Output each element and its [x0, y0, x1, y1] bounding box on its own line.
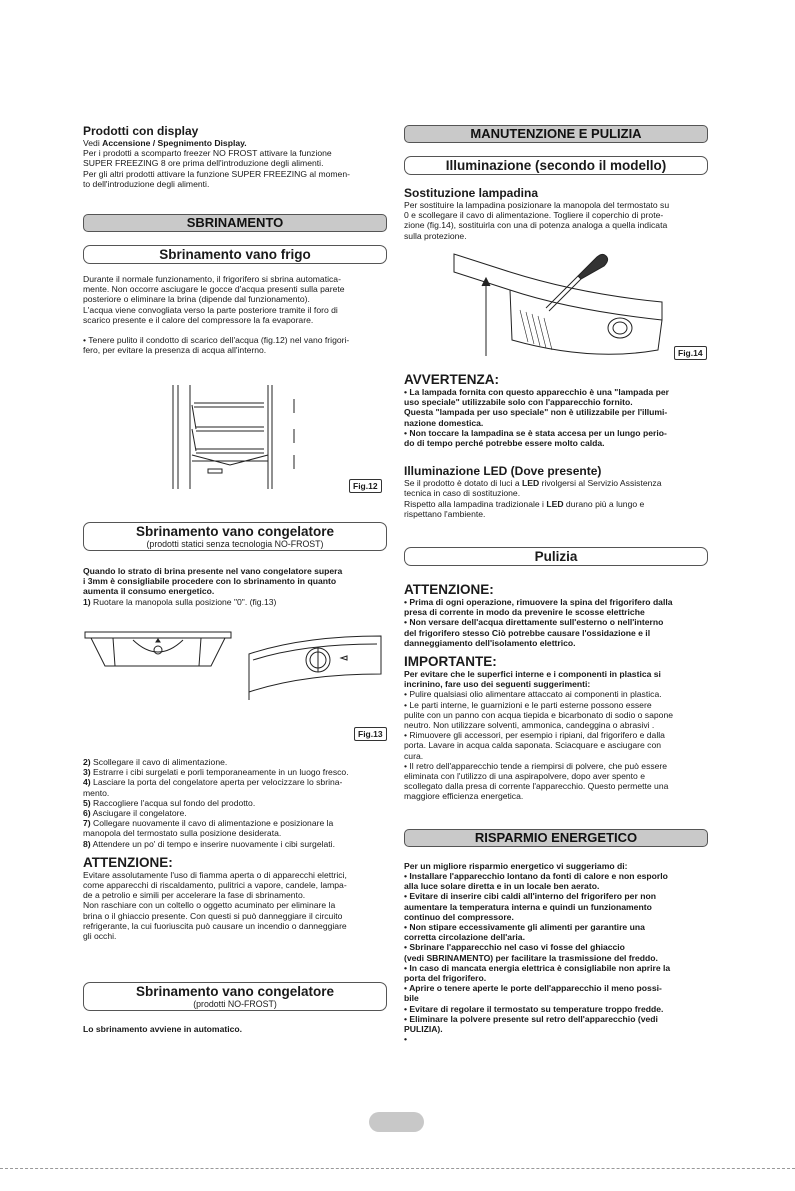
display-products-text	[83, 138, 387, 189]
text-line: Questa "lampada per uso speciale" non è utilizzabile per l'illumi-	[404, 407, 668, 418]
bottom-cut-line	[0, 1168, 795, 1169]
text-line: Non raschiare con un coltello o oggetto acuminato per eliminare la	[83, 900, 336, 911]
display-products-title: Prodotti con display	[83, 124, 199, 138]
led-lighting-title: Illuminazione LED (Dove presente)	[404, 464, 602, 479]
text-line: posteriore o eliminare la brina (dipende dal funzionamento).	[83, 294, 310, 305]
text-line: i 3mm è consigliabile procedere con lo sbrinamento in quanto	[83, 576, 337, 587]
lighting-heading	[404, 156, 708, 175]
warning-text	[404, 387, 708, 448]
defrost-section-bar: SBRINAMENTO	[83, 214, 387, 232]
fridge-defrost-paragraph	[83, 274, 387, 325]
text-line: • Non toccare la lampadina se è stata accesa per un lungo perio-	[404, 427, 667, 438]
text-line: Per gli altri prodotti attivare la funzione SUPER FREEZING al momen-	[83, 168, 350, 179]
defrost-steps-block	[83, 757, 387, 1034]
text-line: • Il retro dell'apparecchio tende a riempirsi di polvere, che può essere	[404, 760, 668, 771]
text-line: • Evitare di inserire cibi caldi all'interno del frigorifero per non	[404, 891, 656, 902]
left-column	[83, 125, 387, 355]
cleaning-heading	[404, 547, 708, 566]
text-line: • Le parti interne, le guarnizioni e le parti esterne possono essere	[404, 699, 652, 710]
text-line: 6) Asciugare il congelatore.	[83, 808, 187, 819]
text-line: • Tenere pulito il condotto di scarico dell'acqua (fig.12) nel vano frigori-	[83, 335, 350, 346]
text-line: 8) Attendere un po' di tempo e inserire nuovamente i cibi surgelati.	[83, 838, 335, 849]
freezer-defrost-subheading: (prodotti statici senza tecnologia NO-FROST)	[146, 539, 324, 549]
right-column	[404, 125, 708, 241]
text-line: incrinino, fare uso dei seguenti suggerimenti:	[404, 679, 591, 690]
text-line: presa di corrente in modo da prevenire le scosse elettriche	[404, 607, 645, 618]
text-line: • Prima di ogni operazione, rimuovere la spina del frigorifero dalla	[404, 597, 673, 608]
defrost-steps	[83, 757, 387, 849]
text-line: mente. Non occorre asciugare le gocce d'acqua presenti sulla parete	[83, 284, 345, 295]
text-line: • Aprire o tenere aperte le porte dell'apparecchio il meno possi-	[404, 983, 662, 994]
nofrost-defrost-heading	[83, 982, 387, 1011]
text-line: 5) Raccogliere l'acqua sul fondo del prodotto.	[83, 797, 256, 808]
text-line: porta. Lavare in acqua calda saponata. Sciacquare e asciugare con	[404, 740, 662, 751]
text-line: de a petrolio e simili per accelerare la fase di sbrinamento.	[83, 890, 306, 901]
text-line: Quando lo strato di brina presente nel vano congelatore supera	[83, 566, 343, 576]
text-line: rispettano l'ambiente.	[404, 508, 486, 519]
text-line: PULIZIA).	[404, 1023, 443, 1034]
text-line: Durante il normale funzionamento, il frigorifero si sbrina automatica-	[83, 274, 341, 285]
text-line: Rispetto alla lampadina tradizionale i LED durano più a lungo e	[404, 498, 645, 509]
text-line: eliminata con l'utilizzo di una aspirapolvere, dopo aver spento e	[404, 771, 645, 782]
bulb-replacement-text	[404, 200, 708, 241]
text-line: pulite con un panno con acqua tiepida e bicarbonato di sodio o sapone	[404, 709, 673, 720]
text-line: scollegato dalla presa di corrente l'apparecchio. Questo permette una	[404, 781, 669, 792]
frost-threshold-note	[83, 566, 387, 597]
drain-cleaning-note	[83, 335, 387, 355]
text-line: cura.	[404, 750, 424, 761]
warning-title: AVVERTENZA:	[404, 372, 500, 387]
text-line: •	[404, 1034, 408, 1045]
text-line: 7) Collegare nuovamente il cavo di alimentazione e posizionare la	[83, 818, 334, 829]
text-line: 4) Lasciare la porta del congelatore aperta per velocizzare lo sbrina-	[83, 777, 343, 788]
text-line: do di tempo perché potrebbe essere molto calda.	[404, 438, 605, 449]
important-tips	[404, 689, 708, 801]
text-line: neutro. Non utilizzare solventi, ammonica, candeggina o abrasivi .	[404, 720, 655, 731]
text-line: brina o il ghiaccio presente. Con questi si può danneggiare il circuito	[83, 910, 343, 921]
text-line: zione (fig.14), sostituirla con una di potenza analoga a quella indicata	[404, 220, 668, 231]
nofrost-defrost-heading-text: Sbrinamento vano congelatore	[135, 984, 335, 1000]
important-intro	[404, 669, 708, 689]
text-line: corretta circolazione dell'aria.	[404, 932, 525, 943]
text-line: SUPER FREEZING 8 ore prima dell'introduzione degli alimenti.	[83, 158, 324, 169]
thermostat-knob-panel-illustration	[83, 630, 233, 690]
led-lighting-text	[404, 478, 708, 519]
text-line: Evitare assolutamente l'uso di fiamma aperta o di apparecchi elettrici,	[83, 869, 347, 880]
fridge-defrost-heading-text: Sbrinamento vano frigo	[159, 247, 311, 263]
freezer-defrost-heading	[83, 522, 387, 551]
fridge-defrost-heading	[83, 245, 387, 264]
important-title: IMPORTANTE:	[404, 654, 497, 670]
left-attention-text	[83, 870, 387, 941]
text-line: fero, per evitare la presenza di acqua all'interno.	[83, 345, 267, 356]
cleaning-attention-title: ATTENZIONE:	[404, 582, 494, 598]
text-line: gli occhi.	[83, 931, 117, 942]
text-line: L'acqua viene convogliata verso la parte posteriore tramite il foro di	[83, 304, 338, 315]
text-line: alla luce solare diretta e in un locale ben aerato.	[404, 881, 600, 892]
text-line: Per evitare che le superfici interne e i componenti in plastica si	[404, 669, 661, 680]
lighting-heading-text: Illuminazione (secondo il modello)	[445, 158, 667, 173]
text-line: 3) Estrarre i cibi surgelati e porli temporaneamente in un luogo fresco.	[83, 767, 349, 778]
freezer-defrost-heading-text: Sbrinamento vano congelatore	[135, 524, 335, 539]
text-line: Per sostituire la lampadina posizionare la manopola del termostato su	[404, 200, 670, 210]
page-number-badge	[369, 1112, 424, 1132]
text-line: • Eliminare la polvere presente sul retro dell'apparecchio (vedi	[404, 1013, 658, 1024]
freezer-defrost-block	[83, 522, 387, 607]
bulb-replacement-title: Sostituzione lampadina	[404, 186, 539, 200]
fig14-label: Fig.14	[674, 346, 707, 360]
text-line: Per un migliore risparmio energetico vi suggeriamo di:	[404, 860, 628, 871]
fig13-label: Fig.13	[354, 727, 387, 741]
text-line: • Pulire qualsiasi olio alimentare attaccato ai componenti in plastica.	[404, 689, 662, 700]
text-line: manopola del termostato sulla posizione desiderata.	[83, 828, 282, 839]
text-line: • Installare l'apparecchio lontano da fonti di calore e non esporlo	[404, 870, 668, 881]
cleaning-heading-text: Pulizia	[534, 549, 578, 565]
text-line: (vedi SBRINAMENTO) per facilitare la trasmissione del freddo.	[404, 952, 658, 963]
cleaning-attention-text	[404, 597, 708, 648]
text-line: mento.	[83, 787, 110, 798]
text-line: porta del frigorifero.	[404, 972, 487, 983]
nofrost-defrost-subheading: (prodotti NO-FROST)	[193, 999, 277, 1010]
text-line: 2) Scollegare il cavo di alimentazione.	[83, 757, 228, 767]
text-line: • Non stipare eccessivamente gli alimenti per garantire una	[404, 921, 645, 932]
text-line: Per i prodotti a scomparto freezer NO FROST attivare la funzione	[83, 148, 332, 159]
text-line: 0 e scollegare il cavo di alimentazione. Togliere il coperchio di prote-	[404, 210, 664, 221]
nofrost-defrost-text: Lo sbrinamento avviene in automatico.	[83, 1024, 243, 1035]
energy-saving-tips	[404, 861, 708, 1045]
text-line: scarico presente e il calore del compressore la fa evaporare.	[83, 314, 314, 325]
text-line: continuo del compressore.	[404, 911, 514, 922]
lamp-cover-removal-illustration	[450, 250, 670, 362]
maintenance-section-bar: MANUTENZIONE E PULIZIA	[404, 125, 708, 143]
text-line: Vedi Accensione / Spegnimento Display.	[83, 138, 247, 148]
text-line: tecnica in caso di sostituzione.	[404, 488, 521, 499]
thermostat-knob-detail-illustration	[243, 630, 385, 702]
text-line: uso speciale" utilizzabile solo con l'apparecchio fornito.	[404, 397, 633, 408]
text-line: to dell'introduzione degli alimenti.	[83, 178, 210, 189]
text-line: aumentare la temperatura interna e quindi un funzionamento	[404, 901, 652, 912]
text-line: • La lampada fornita con questo apparecchio è una "lampada per	[404, 387, 669, 397]
energy-saving-bar: RISPARMIO ENERGETICO	[404, 829, 708, 847]
text-line: nazione domestica.	[404, 417, 484, 428]
text-line: bile	[404, 993, 419, 1004]
fig12-label: Fig.12	[349, 479, 382, 493]
text-line: sulla protezione.	[404, 230, 467, 241]
text-line: • Evitare di regolare il termostato su temperature troppo fredde.	[404, 1003, 664, 1014]
left-attention-title: ATTENZIONE:	[83, 854, 173, 870]
text-line: aumenta il consumo energetico.	[83, 586, 215, 597]
text-line: danneggiamento dell'isolamento elettrico.	[404, 637, 576, 648]
text-line: maggiore efficienza energetica.	[404, 791, 524, 802]
right-lower-column	[404, 373, 708, 1044]
text-line: del frigorifero stesso Ciò potrebbe causare l'ossidazione e il	[404, 627, 651, 638]
text-line: • Sbrinare l'apparecchio nel caso vi fosse del ghiaccio	[404, 942, 625, 953]
step-1: 1) Ruotare la manopola sulla posizione "0". (fig.13)	[83, 596, 277, 607]
text-line: • In caso di mancata energia elettrica è consigliabile non aprire la	[404, 962, 671, 973]
fridge-drain-illustration	[170, 383, 305, 491]
text-line: • Non versare dell'acqua direttamente sull'esterno o nell'interno	[404, 617, 664, 628]
text-line: refrigerante, la cui fuoriuscita può causare un incendio o danneggiare	[83, 920, 347, 931]
text-line: Se il prodotto è dotato di luci a LED rivolgersi al Servizio Assistenza	[404, 478, 662, 489]
text-line: come apparecchi di riscaldamento, pulitrici a vapore, candele, lampa-	[83, 880, 347, 891]
text-line: • Rimuovere gli accessori, per esempio i ripiani, dal frigorifero e dalla	[404, 730, 665, 741]
